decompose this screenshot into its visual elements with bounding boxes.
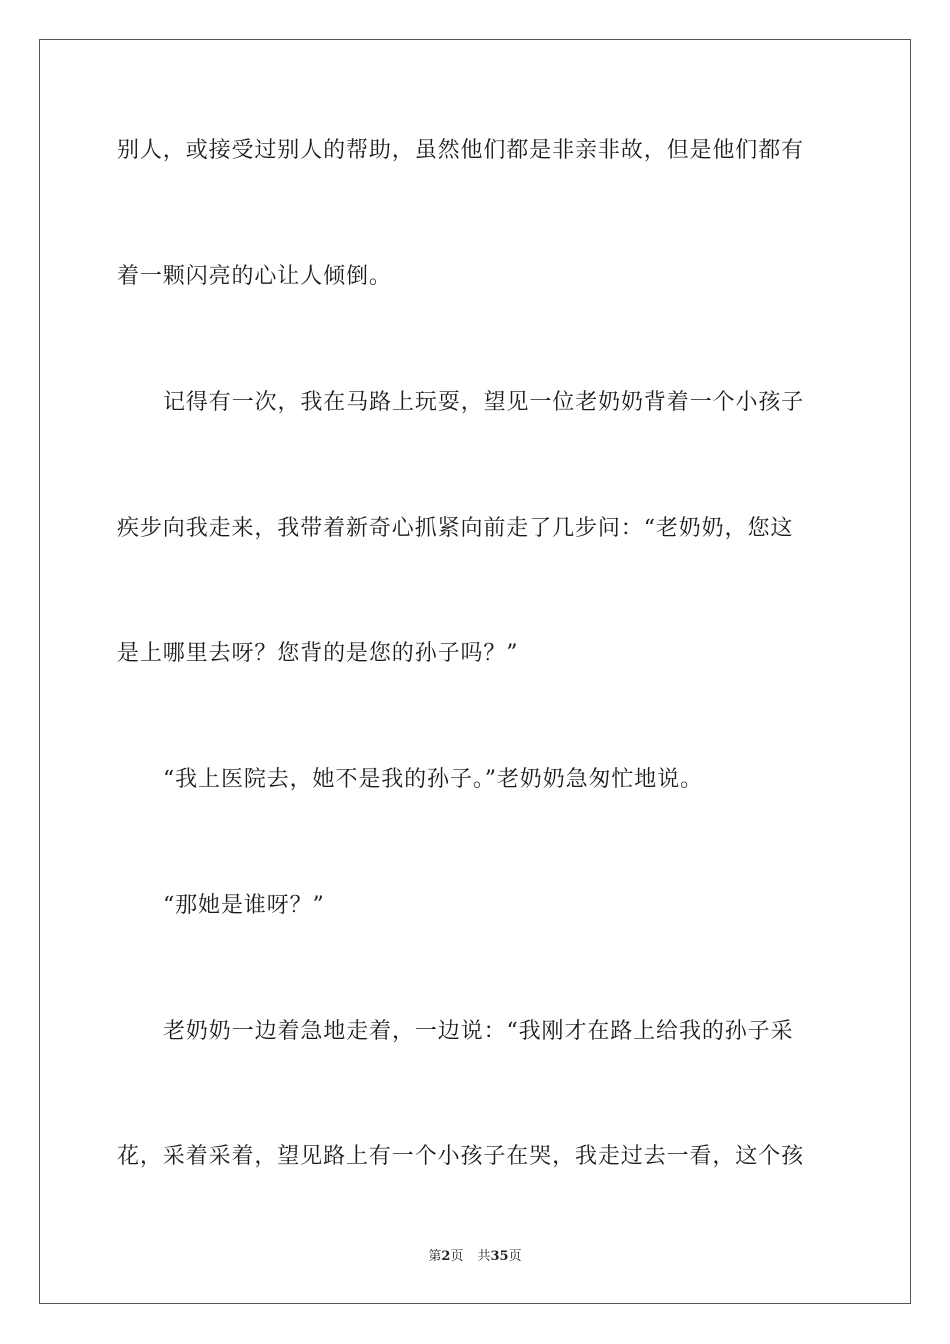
body-text-line: 记得有一次，我在马路上玩耍，望见一位老奶奶背着一个小孩子 [163,390,805,415]
body-text-line: 花，采着采着，望见路上有一个小孩子在哭，我走过去一看，这个孩 [117,1144,805,1169]
total-pages: 35 [490,1249,509,1264]
page-number: 2 [441,1249,451,1264]
total-suffix: 页 [508,1249,522,1264]
page-suffix: 页 [450,1249,464,1264]
body-text-line: 老奶奶一边着急地走着，一边说：“我刚才在路上给我的孙子采 [163,1019,794,1044]
body-text-line: 着一颗闪亮的心让人倾倒。 [117,264,392,289]
total-prefix: 共 [477,1249,491,1264]
page-border [39,39,911,1304]
page-footer [0,1248,950,1266]
body-text-line: 别人，或接受过别人的帮助，虽然他们都是非亲非故，但是他们都有 [117,138,805,163]
body-text-line: 是上哪里去呀？您背的是您的孙子吗？” [117,641,519,666]
body-text-line: 疾步向我走来，我带着新奇心抓紧向前走了几步问：“老奶奶，您这 [117,516,794,541]
page-prefix: 第 [428,1249,442,1264]
body-text-line: “那她是谁呀？” [163,893,325,918]
body-text-line: “我上医院去，她不是我的孙子。”老奶奶急匆忙地说。 [163,767,703,792]
